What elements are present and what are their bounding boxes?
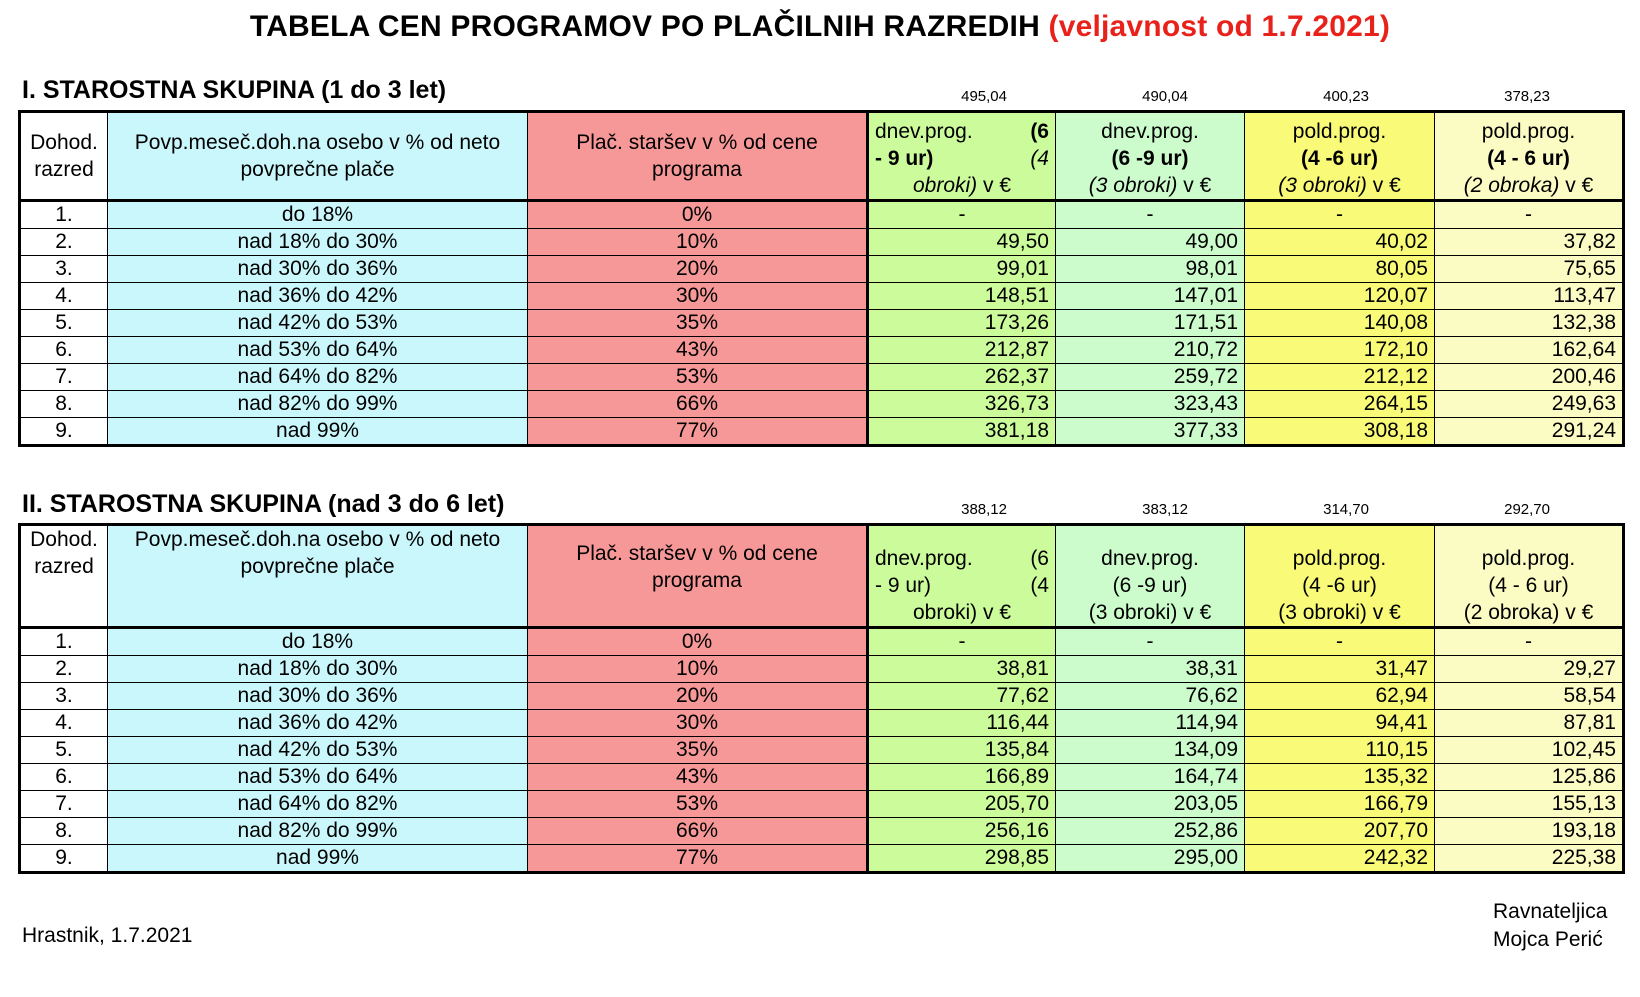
price-cell-program-1: 326,73 (868, 391, 1056, 418)
title-validity: (veljavnost od 1.7.2021) (1048, 10, 1391, 43)
title-main: TABELA CEN PROGRAMOV PO PLAČILNIH RAZREDIH (249, 10, 1040, 43)
header-grade: Dohod. razred (20, 112, 108, 201)
price-cell-program-2: 38,31 (1056, 656, 1245, 683)
grade-cell: 2. (20, 656, 108, 683)
table-row (20, 256, 1624, 283)
price-cell-program-1: 381,18 (868, 418, 1056, 446)
parent-payment-cell: 77% (528, 845, 868, 873)
header-parent-payment: Plač. staršev v % od cene programa (528, 112, 868, 201)
parent-payment-cell: 20% (528, 683, 868, 710)
income-range-cell: do 18% (108, 201, 528, 229)
income-range-cell: nad 64% do 82% (108, 791, 528, 818)
group-2-price-table (18, 523, 1625, 874)
price-cell-program-4: 58,54 (1435, 683, 1624, 710)
header-program-2: dnev.prog. (6 -9 ur) (3 obroki) v € (1056, 112, 1245, 201)
table-row (20, 656, 1624, 683)
group-2-base-price-p4: 292,70 (1504, 501, 1550, 518)
header-income: Povp.meseč.doh.na osebo v % od neto povprečne plače (108, 525, 528, 628)
parent-payment-cell: 10% (528, 229, 868, 256)
grade-cell: 9. (20, 418, 108, 446)
price-cell-program-3: 140,08 (1245, 310, 1435, 337)
group-1-price-table (18, 110, 1625, 447)
income-range-cell: do 18% (108, 628, 528, 656)
price-cell-program-3: 212,12 (1245, 364, 1435, 391)
footer-name: Mojca Perić (1493, 928, 1603, 951)
price-cell-program-2: - (1056, 201, 1245, 229)
price-cell-program-2: 171,51 (1056, 310, 1245, 337)
footer-signature-block (1493, 898, 1607, 954)
table-row (20, 391, 1624, 418)
price-cell-program-1: - (868, 201, 1056, 229)
parent-payment-cell: 35% (528, 310, 868, 337)
group-2-base-price-p2: 383,12 (1142, 501, 1188, 518)
grade-cell: 6. (20, 764, 108, 791)
grade-cell: 3. (20, 256, 108, 283)
price-cell-program-3: 308,18 (1245, 418, 1435, 446)
table-row (20, 283, 1624, 310)
header-grade: Dohod. razred (20, 525, 108, 628)
price-cell-program-2: 377,33 (1056, 418, 1245, 446)
grade-cell: 3. (20, 683, 108, 710)
parent-payment-cell: 43% (528, 764, 868, 791)
parent-payment-cell: 35% (528, 737, 868, 764)
table-row (20, 818, 1624, 845)
parent-payment-cell: 77% (528, 418, 868, 446)
page-title (0, 10, 1640, 44)
price-cell-program-3: 207,70 (1245, 818, 1435, 845)
price-cell-program-4: 29,27 (1435, 656, 1624, 683)
header-program-4: pold.prog. (4 - 6 ur) (2 obroka) v € (1435, 525, 1624, 628)
price-cell-program-2: 114,94 (1056, 710, 1245, 737)
price-cell-program-4: 225,38 (1435, 845, 1624, 873)
parent-payment-cell: 53% (528, 364, 868, 391)
table-row (20, 337, 1624, 364)
group-2-rows (20, 628, 1624, 873)
income-range-cell: nad 18% do 30% (108, 656, 528, 683)
grade-cell: 8. (20, 391, 108, 418)
price-cell-program-2: 98,01 (1056, 256, 1245, 283)
price-cell-program-1: 49,50 (868, 229, 1056, 256)
income-range-cell: nad 53% do 64% (108, 764, 528, 791)
grade-cell: 6. (20, 337, 108, 364)
price-cell-program-3: 110,15 (1245, 737, 1435, 764)
income-range-cell: nad 99% (108, 418, 528, 446)
price-cell-program-1: 205,70 (868, 791, 1056, 818)
price-cell-program-4: 193,18 (1435, 818, 1624, 845)
table-row (20, 791, 1624, 818)
price-cell-program-3: 62,94 (1245, 683, 1435, 710)
price-cell-program-4: - (1435, 628, 1624, 656)
price-cell-program-2: 252,86 (1056, 818, 1245, 845)
income-range-cell: nad 64% do 82% (108, 364, 528, 391)
group-1-base-price-p2: 490,04 (1142, 88, 1188, 105)
price-cell-program-3: 40,02 (1245, 229, 1435, 256)
price-cell-program-4: 87,81 (1435, 710, 1624, 737)
price-cell-program-1: 116,44 (868, 710, 1056, 737)
parent-payment-cell: 0% (528, 201, 868, 229)
price-cell-program-3: 135,32 (1245, 764, 1435, 791)
price-cell-program-4: 102,45 (1435, 737, 1624, 764)
parent-payment-cell: 30% (528, 283, 868, 310)
price-cell-program-2: 147,01 (1056, 283, 1245, 310)
income-range-cell: nad 36% do 42% (108, 710, 528, 737)
parent-payment-cell: 0% (528, 628, 868, 656)
table-row (20, 201, 1624, 229)
price-cell-program-4: 113,47 (1435, 283, 1624, 310)
table-row (20, 710, 1624, 737)
footer-role: Ravnateljica (1493, 900, 1608, 923)
price-cell-program-2: 76,62 (1056, 683, 1245, 710)
group-1-base-price-p4: 378,23 (1504, 88, 1550, 105)
price-cell-program-1: 135,84 (868, 737, 1056, 764)
price-cell-program-2: 259,72 (1056, 364, 1245, 391)
parent-payment-cell: 20% (528, 256, 868, 283)
income-range-cell: nad 36% do 42% (108, 283, 528, 310)
table-row (20, 310, 1624, 337)
grade-cell: 2. (20, 229, 108, 256)
income-range-cell: nad 53% do 64% (108, 337, 528, 364)
price-cell-program-1: 77,62 (868, 683, 1056, 710)
grade-cell: 8. (20, 818, 108, 845)
price-cell-program-1: 212,87 (868, 337, 1056, 364)
price-cell-program-2: 210,72 (1056, 337, 1245, 364)
income-range-cell: nad 82% do 99% (108, 818, 528, 845)
table-row (20, 628, 1624, 656)
price-cell-program-2: 323,43 (1056, 391, 1245, 418)
group-1-base-price-p3: 400,23 (1323, 88, 1369, 105)
group-2-base-price-p3: 314,70 (1323, 501, 1369, 518)
price-cell-program-4: 291,24 (1435, 418, 1624, 446)
price-cell-program-4: 37,82 (1435, 229, 1624, 256)
table-row (20, 683, 1624, 710)
grade-cell: 5. (20, 310, 108, 337)
header-program-3: pold.prog. (4 -6 ur) (3 obroki) v € (1245, 525, 1435, 628)
header-program-2: dnev.prog. (6 -9 ur) (3 obroki) v € (1056, 525, 1245, 628)
header-income: Povp.meseč.doh.na osebo v % od neto povprečne plače (108, 112, 528, 201)
table-row (20, 229, 1624, 256)
parent-payment-cell: 66% (528, 818, 868, 845)
price-cell-program-3: 264,15 (1245, 391, 1435, 418)
price-cell-program-1: 99,01 (868, 256, 1056, 283)
header-parent-payment: Plač. staršev v % od cene programa (528, 525, 868, 628)
price-cell-program-3: 31,47 (1245, 656, 1435, 683)
parent-payment-cell: 43% (528, 337, 868, 364)
price-cell-program-4: - (1435, 201, 1624, 229)
income-range-cell: nad 30% do 36% (108, 256, 528, 283)
header-program-3: pold.prog. (4 -6 ur) (3 obroki) v € (1245, 112, 1435, 201)
price-cell-program-1: 148,51 (868, 283, 1056, 310)
income-range-cell: nad 42% do 53% (108, 737, 528, 764)
price-cell-program-4: 155,13 (1435, 791, 1624, 818)
price-cell-program-4: 125,86 (1435, 764, 1624, 791)
price-cell-program-2: 49,00 (1056, 229, 1245, 256)
price-cell-program-2: - (1056, 628, 1245, 656)
header-program-1: dnev.prog. (6 - 9 ur) (4 obroki) v € (868, 525, 1056, 628)
table-row (20, 764, 1624, 791)
income-range-cell: nad 42% do 53% (108, 310, 528, 337)
group-2-heading: II. STAROSTNA SKUPINA (nad 3 do 6 let) (22, 490, 505, 518)
table-row (20, 364, 1624, 391)
grade-cell: 4. (20, 710, 108, 737)
income-range-cell: nad 99% (108, 845, 528, 873)
price-cell-program-3: 80,05 (1245, 256, 1435, 283)
table-row (20, 845, 1624, 873)
group-2-base-price-p1: 388,12 (961, 501, 1007, 518)
footer-place-date: Hrastnik, 1.7.2021 (22, 924, 193, 947)
parent-payment-cell: 66% (528, 391, 868, 418)
grade-cell: 7. (20, 364, 108, 391)
header-program-4: pold.prog. (4 - 6 ur) (2 obroka) v € (1435, 112, 1624, 201)
group-1-rows (20, 201, 1624, 446)
table-header-row (20, 112, 1624, 201)
price-cell-program-4: 162,64 (1435, 337, 1624, 364)
price-cell-program-3: 166,79 (1245, 791, 1435, 818)
price-cell-program-3: 94,41 (1245, 710, 1435, 737)
price-cell-program-4: 200,46 (1435, 364, 1624, 391)
income-range-cell: nad 30% do 36% (108, 683, 528, 710)
price-cell-program-1: 298,85 (868, 845, 1056, 873)
table-row (20, 418, 1624, 446)
income-range-cell: nad 82% do 99% (108, 391, 528, 418)
price-cell-program-1: 256,16 (868, 818, 1056, 845)
grade-cell: 1. (20, 628, 108, 656)
price-cell-program-2: 203,05 (1056, 791, 1245, 818)
parent-payment-cell: 30% (528, 710, 868, 737)
grade-cell: 7. (20, 791, 108, 818)
price-cell-program-4: 75,65 (1435, 256, 1624, 283)
income-range-cell: nad 18% do 30% (108, 229, 528, 256)
price-cell-program-3: - (1245, 201, 1435, 229)
price-cell-program-1: - (868, 628, 1056, 656)
price-cell-program-3: - (1245, 628, 1435, 656)
grade-cell: 9. (20, 845, 108, 873)
price-cell-program-2: 164,74 (1056, 764, 1245, 791)
table-header-row (20, 525, 1624, 628)
grade-cell: 4. (20, 283, 108, 310)
price-cell-program-4: 132,38 (1435, 310, 1624, 337)
price-cell-program-1: 38,81 (868, 656, 1056, 683)
price-cell-program-1: 166,89 (868, 764, 1056, 791)
grade-cell: 1. (20, 201, 108, 229)
price-cell-program-1: 173,26 (868, 310, 1056, 337)
price-cell-program-3: 242,32 (1245, 845, 1435, 873)
price-cell-program-2: 295,00 (1056, 845, 1245, 873)
table-row (20, 737, 1624, 764)
grade-cell: 5. (20, 737, 108, 764)
group-1-heading: I. STAROSTNA SKUPINA (1 do 3 let) (22, 76, 447, 104)
header-program-1: dnev.prog. (6 - 9 ur) (4 obroki) v € (868, 112, 1056, 201)
parent-payment-cell: 10% (528, 656, 868, 683)
group-1-base-price-p1: 495,04 (961, 88, 1007, 105)
price-cell-program-4: 249,63 (1435, 391, 1624, 418)
price-cell-program-3: 120,07 (1245, 283, 1435, 310)
price-cell-program-3: 172,10 (1245, 337, 1435, 364)
price-cell-program-2: 134,09 (1056, 737, 1245, 764)
parent-payment-cell: 53% (528, 791, 868, 818)
price-cell-program-1: 262,37 (868, 364, 1056, 391)
